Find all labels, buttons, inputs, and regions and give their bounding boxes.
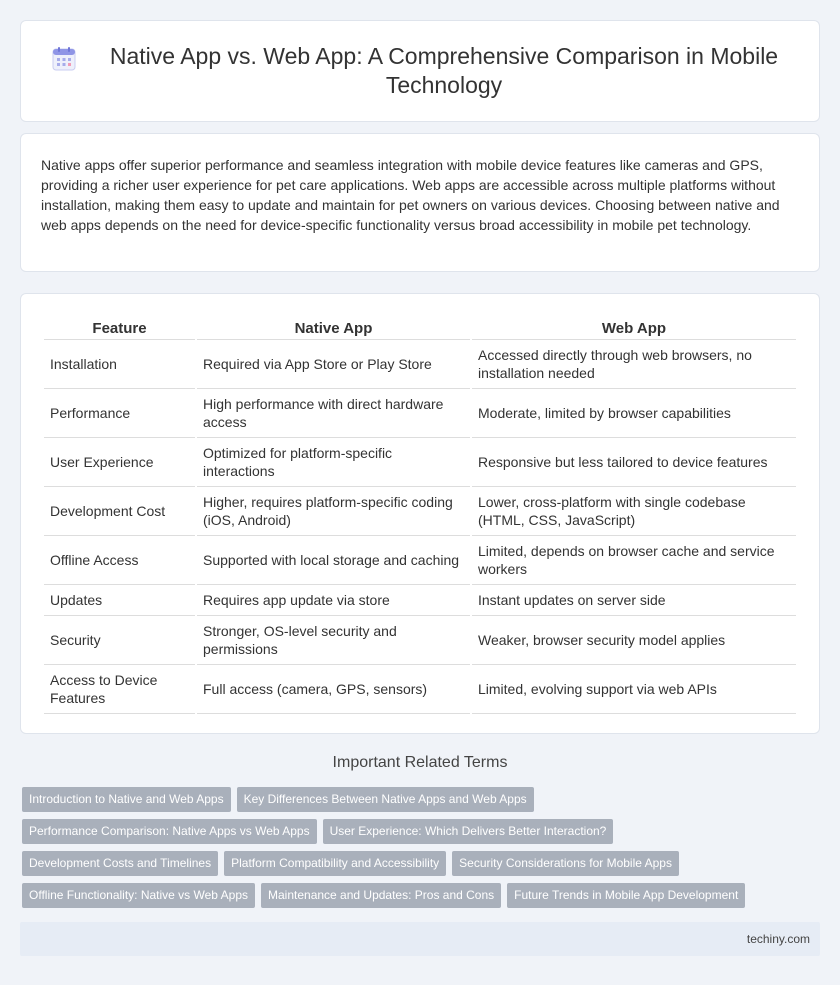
header-feature: Feature: [44, 314, 195, 340]
related-tag[interactable]: Offline Functionality: Native vs Web Apps: [22, 883, 255, 908]
table-row: [44, 536, 796, 585]
comparison-card: [20, 293, 820, 734]
feature-cell: Installation: [44, 340, 195, 389]
feature-cell: Updates: [44, 585, 195, 616]
related-tag[interactable]: Security Considerations for Mobile Apps: [452, 851, 679, 876]
calendar-icon: [51, 46, 77, 72]
table-row: [44, 585, 796, 616]
header-native-app: Native App: [197, 314, 470, 340]
native-cell: Full access (camera, GPS, sensors): [197, 665, 470, 714]
table-row: [44, 616, 796, 665]
native-cell: Requires app update via store: [197, 585, 470, 616]
web-cell: Weaker, browser security model applies: [472, 616, 796, 665]
feature-cell: Offline Access: [44, 536, 195, 585]
table-row: [44, 665, 796, 714]
table-row: [44, 487, 796, 536]
feature-cell: Performance: [44, 389, 195, 438]
feature-cell: Development Cost: [44, 487, 195, 536]
web-cell: Instant updates on server side: [472, 585, 796, 616]
related-tag[interactable]: Future Trends in Mobile App Development: [507, 883, 745, 908]
table-row: [44, 389, 796, 438]
related-tag[interactable]: Development Costs and Timelines: [22, 851, 218, 876]
title-card: [20, 20, 820, 122]
web-cell: Responsive but less tailored to device features: [472, 438, 796, 487]
page-title: Native App vs. Web App: A Comprehensive Comparison in Mobile Technology: [109, 43, 779, 98]
web-cell: Accessed directly through web browsers, no installation needed: [472, 340, 796, 389]
related-tag[interactable]: Introduction to Native and Web Apps: [22, 787, 231, 812]
feature-cell: Access to Device Features: [44, 665, 195, 714]
native-cell: Required via App Store or Play Store: [197, 340, 470, 389]
native-cell: Higher, requires platform-specific coding (iOS, Android): [197, 487, 470, 536]
intro-card: [20, 133, 820, 272]
footer: [20, 922, 820, 956]
feature-cell: Security: [44, 616, 195, 665]
web-cell: Limited, evolving support via web APIs: [472, 665, 796, 714]
header-web-app: Web App: [472, 314, 796, 340]
web-cell: Limited, depends on browser cache and service workers: [472, 536, 796, 585]
related-tag[interactable]: Performance Comparison: Native Apps vs Web Apps: [22, 819, 317, 844]
related-terms-heading: Important Related Terms: [332, 754, 508, 771]
table-row: [44, 340, 796, 389]
related-tags: [22, 787, 819, 915]
web-cell: Lower, cross-platform with single codebase (HTML, CSS, JavaScript): [472, 487, 796, 536]
intro-paragraph: Native apps offer superior performance and seamless integration with mobile device features like cameras and GPS, providing a richer user experience for pet care applications. Web apps are accessible across multiple platforms without installation, making them easy to update and maintain for pet owners on various devices. Choosing between native and web apps depends on the need for device-specific functionality versus broad accessibility in mobile pet technology.: [41, 157, 780, 233]
comparison-table: [42, 314, 798, 714]
related-tag[interactable]: Key Differences Between Native Apps and Web Apps: [237, 787, 534, 812]
native-cell: Stronger, OS-level security and permissions: [197, 616, 470, 665]
related-tag[interactable]: Platform Compatibility and Accessibility: [224, 851, 446, 876]
related-tag[interactable]: User Experience: Which Delivers Better Interaction?: [323, 819, 614, 844]
web-cell: Moderate, limited by browser capabilities: [472, 389, 796, 438]
feature-cell: User Experience: [44, 438, 195, 487]
site-link[interactable]: techiny.com: [746, 932, 810, 946]
table-row: [44, 438, 796, 487]
native-cell: Optimized for platform-specific interactions: [197, 438, 470, 487]
related-tag[interactable]: Maintenance and Updates: Pros and Cons: [261, 883, 501, 908]
native-cell: High performance with direct hardware access: [197, 389, 470, 438]
native-cell: Supported with local storage and caching: [197, 536, 470, 585]
table-header-row: [44, 314, 796, 340]
